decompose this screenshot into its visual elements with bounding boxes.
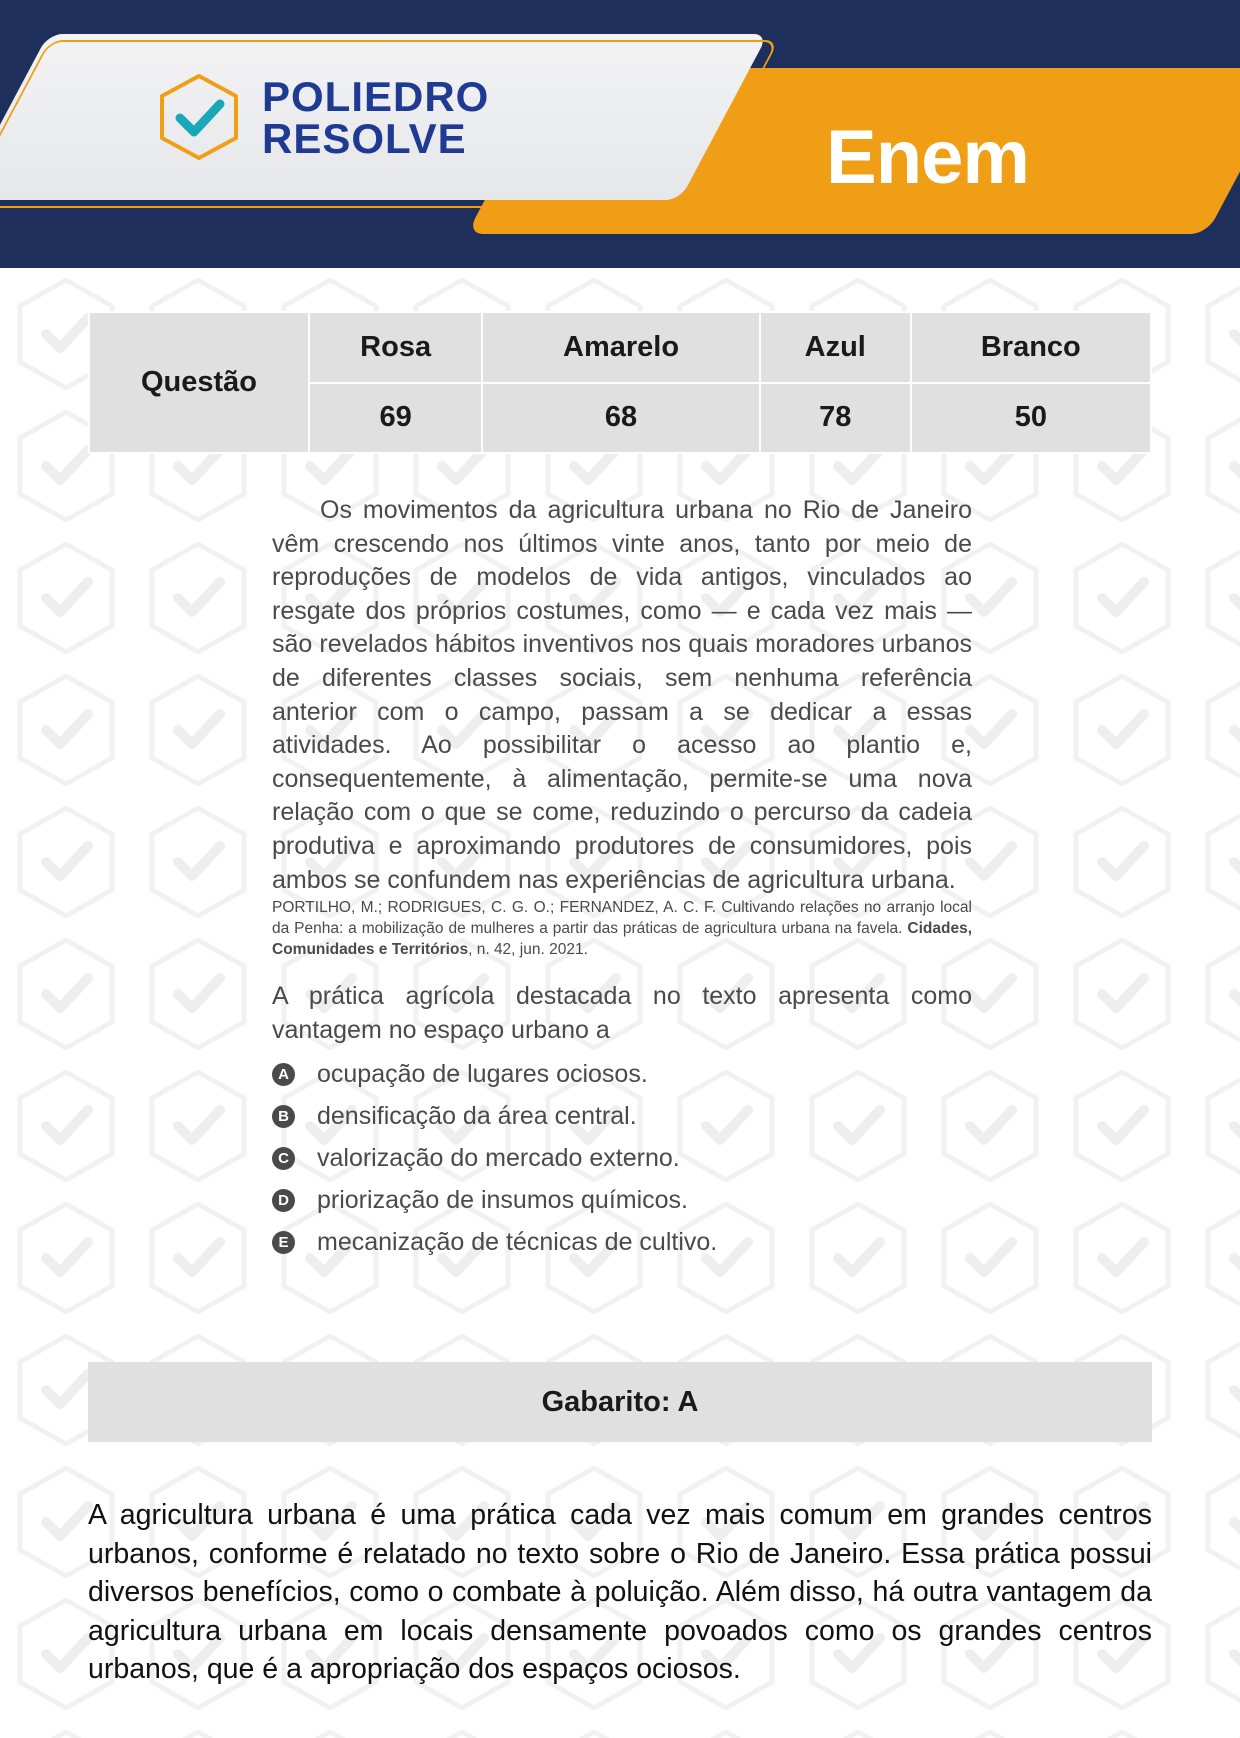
option-c-letter-icon: C bbox=[272, 1147, 295, 1170]
option-a bbox=[272, 1053, 972, 1095]
question-number-rosa: 69 bbox=[309, 383, 482, 454]
question-number-azul: 78 bbox=[760, 383, 911, 454]
option-a-letter-icon: A bbox=[272, 1063, 295, 1086]
question-text: Os movimentos da agricultura urbana no Rio de Janeiro vêm crescendo nos últimos vinte anos, tanto por meio de reproduções de modelos de vida antigos, vinculados ao resgate dos próprios costumes, como — e cada vez mais — são revelados hábitos inventivos nos quais moradores urbanos de diferentes classes sociais, sem nenhuma referência anterior com o campo, passam a se dedicar a essas atividades. Ao possibilitar o acesso ao plantio e, consequentemente, à alimentação, permite-se uma nova relação com o que se come, reduzindo o percurso da cadeia produtiva e aproximando produtores de consumidores, pois ambos se confundem nas experiências de agricultura urbana. bbox=[272, 496, 972, 894]
option-a-text: ocupação de lugares ociosos. bbox=[317, 1059, 648, 1088]
hexagon-check-icon bbox=[156, 72, 242, 162]
question-label: Questão bbox=[89, 312, 309, 453]
color-header-branco: Branco bbox=[911, 312, 1151, 383]
question-body bbox=[272, 494, 972, 1263]
option-e-text: mecanização de técnicas de cultivo. bbox=[317, 1227, 718, 1256]
brand-line-2: RESOLVE bbox=[262, 115, 467, 162]
option-c-text: valorização do mercado externo. bbox=[317, 1143, 680, 1172]
color-header-rosa: Rosa bbox=[309, 312, 482, 383]
question-number-branco: 50 bbox=[911, 383, 1151, 454]
exam-title: Enem bbox=[826, 115, 1029, 200]
reference-journal: Cidades, Comunidades e Territórios bbox=[272, 920, 972, 959]
source-reference bbox=[272, 897, 972, 960]
color-header-azul: Azul bbox=[760, 312, 911, 383]
answer-key: Gabarito: A bbox=[88, 1362, 1152, 1442]
question-prompt: A prática agrícola destacada no texto apresenta como vantagem no espaço urbano a bbox=[272, 982, 972, 1044]
brand-logo bbox=[262, 73, 490, 162]
option-d bbox=[272, 1179, 972, 1221]
option-d-letter-icon: D bbox=[272, 1189, 295, 1212]
option-b-letter-icon: B bbox=[272, 1105, 295, 1128]
brand-line-1: POLIEDRO bbox=[262, 73, 490, 120]
question-number-amarelo: 68 bbox=[482, 383, 760, 454]
reference-issue: , n. 42, jun. 2021. bbox=[468, 941, 588, 959]
page-header bbox=[0, 0, 1240, 268]
option-b bbox=[272, 1095, 972, 1137]
answer-explanation: A agricultura urbana é uma prática cada vez mais comum em grandes centros urbanos, conforme é relatado no texto sobre o Rio de Janeiro. Essa prática possui diversos benefícios, como o combate à poluição. Além disso, há outra vantagem da agricultura urbana em locais densamente povoados como os grandes centros urbanos, que é a apropriação dos espaços ociosos. bbox=[88, 1499, 1152, 1686]
option-c bbox=[272, 1137, 972, 1179]
answer-options bbox=[272, 1053, 972, 1263]
question-number-table bbox=[88, 311, 1152, 454]
color-header-amarelo: Amarelo bbox=[482, 312, 760, 383]
reference-authors: PORTILHO, M.; RODRIGUES, C. G. O.; FERNANDEZ, A. C. F. Cultivando relações no arranjo local da Penha: a mobilização de mulheres a partir das práticas de agricultura urbana na favela. bbox=[272, 899, 972, 938]
option-d-text: priorização de insumos químicos. bbox=[317, 1185, 688, 1214]
header-top-stripe bbox=[0, 0, 1240, 26]
option-b-text: densificação da área central. bbox=[317, 1101, 637, 1130]
option-e bbox=[272, 1221, 972, 1263]
option-e-letter-icon: E bbox=[272, 1231, 295, 1254]
